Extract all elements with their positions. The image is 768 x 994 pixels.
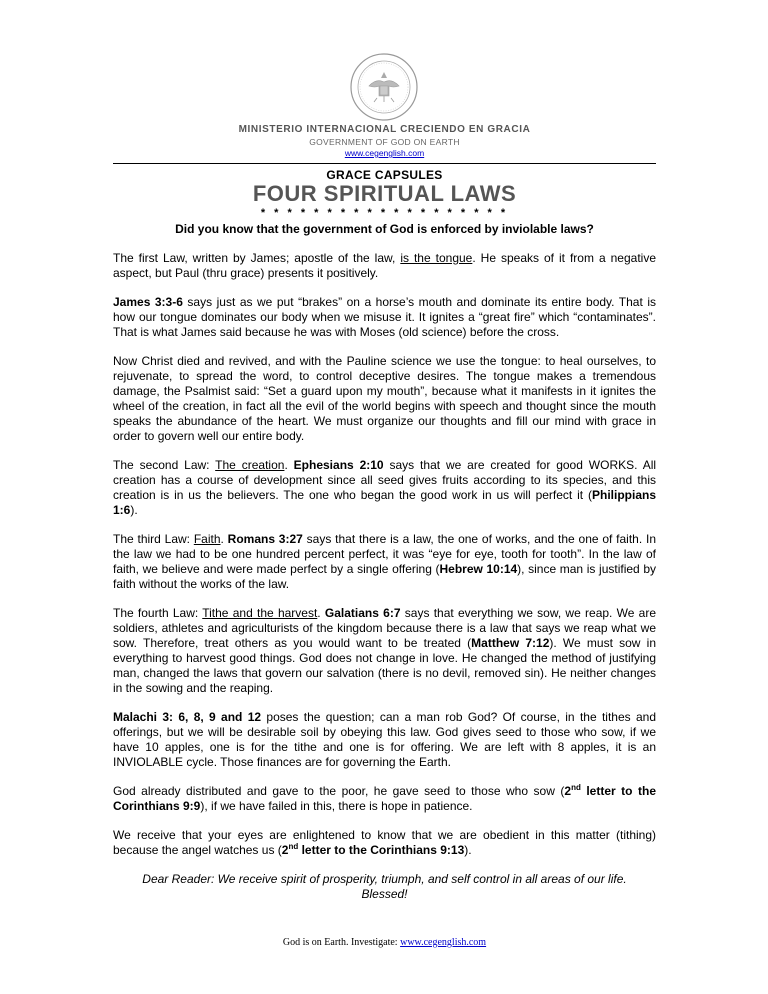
scripture-reference: Hebrew 10:14	[439, 562, 518, 576]
ordinal-suffix: nd	[288, 842, 299, 851]
header-divider	[113, 163, 656, 164]
section-label: GRACE CAPSULES	[326, 168, 443, 182]
text: says just as we put “brakes” on a horse’s mouth and dominate its entire body. That is how our tongue dominates our body when we misuse it. It ignites a “great fire” which “contaminates”. That is what James said because he was with Moses (old science) before the cross.	[113, 295, 656, 339]
website-link[interactable]: www.cegenglish.com	[344, 148, 425, 158]
paragraph-fourth-law	[113, 606, 656, 696]
text: The first Law, written by James; apostle of the law,	[113, 251, 401, 265]
page-title: FOUR SPIRITUAL LAWS	[252, 181, 517, 206]
text: says that we are created for good WORKS. All creation has a course of development since all seed gives fruits according to its species, and this creation is in us the believers. The one who began the good work in us will perfect it (	[113, 458, 657, 502]
reference-text: letter to the Corinthians 9:13	[298, 843, 465, 857]
intro-question: Did you know that the government of God is enforced by inviolable laws?	[175, 222, 594, 236]
footer-text: God is on Earth. Investigate:	[282, 937, 401, 948]
paragraph-distributed	[113, 784, 656, 814]
seal-emblem-icon	[349, 52, 419, 122]
text: ), since man is justified by faith without the works of the law.	[113, 562, 657, 591]
text: .	[220, 532, 228, 546]
scripture-reference: Philippians 1:6	[113, 488, 656, 517]
paragraph-first-law	[113, 251, 656, 281]
scripture-reference	[282, 843, 465, 857]
text: . He speaks of it from a negative aspect, but Paul (thru grace) presents it positively.	[113, 251, 656, 280]
text: Now Christ died and revived, and with the Pauline science we use the tongue: to heal ourselves, to rejuvenate, to spread the word, to control deceptive desires. The tongue makes a tremendous damage, the Psalmist said: “Set a guard upon my mouth”, because what it manifests in it ignites the wheel of the creation, in fact all the evil of the world begins with speech and thought since the mouth speaks the abundance of the heart. We must organize our thoughts and fill our mind with grace in order to govern well our entire body.	[113, 354, 656, 443]
text: We receive that your eyes are enlightened to know that we are obedient in this matter (tithing) because the angel watches us (	[113, 828, 656, 857]
document-body	[113, 251, 656, 902]
text: says that everything we sow, we reap. We are soldiers, athletes and agriculturists of the kingdom because there is a law that says we reap what we sow. Therefore, treat others as you would want to be treated (	[113, 606, 657, 650]
scripture-reference: Romans 3:27	[227, 532, 303, 546]
text: .	[317, 606, 325, 620]
text: The third Law:	[113, 532, 194, 546]
text: The second Law:	[113, 458, 216, 472]
scripture-reference: James 3:3-6	[113, 295, 183, 309]
paragraph-third-law	[113, 532, 656, 592]
reference-number: 2	[281, 843, 289, 857]
underlined-text: Tithe and the harvest	[202, 606, 318, 620]
underlined-text: The creation	[215, 458, 285, 472]
closing-line: Blessed!	[361, 887, 408, 901]
text: ).	[464, 843, 472, 857]
paragraph-james	[113, 295, 656, 340]
scripture-reference: Matthew 7:12	[471, 636, 550, 650]
letterhead	[113, 124, 656, 158]
scripture-reference: Ephesians 2:10	[293, 458, 384, 472]
paragraph-enlightened	[113, 828, 656, 858]
scripture-reference: Galatians 6:7	[324, 606, 401, 620]
text: ). We must sow in everything to harvest good things. God does not change in love. He changed the method of justifying man, changed the laws that govern our salvation (there is no devil, removed sin). He neither changes in the sowing and the reaping.	[113, 636, 656, 695]
footer-link[interactable]: www.cegenglish.com	[400, 937, 487, 948]
text: .	[284, 458, 294, 472]
text: says that there is a law, the one of works, and the one of faith. In the law we had to be one hundred percent perfect, it was “eye for eye, tooth for tooth”. In the law of faith, we believe and were made perfect by a single offering (	[113, 532, 657, 576]
closing-blessing	[113, 872, 656, 902]
reference-text: letter to the Corinthians 9:9	[113, 784, 657, 813]
paragraph-malachi	[113, 710, 656, 770]
paragraph-christ	[113, 354, 656, 444]
text: ), if we have failed in this, there is hope in patience.	[200, 799, 473, 813]
paragraph-second-law	[113, 458, 656, 518]
government-line: GOVERNMENT OF GOD ON EARTH	[309, 137, 460, 147]
ordinal-suffix: nd	[571, 783, 581, 792]
scripture-reference: Malachi 3: 6, 8, 9 and 12	[113, 710, 262, 724]
underlined-text: Faith	[193, 532, 221, 546]
organization-name: MINISTERIO INTERNACIONAL CRECIENDO EN GRACIA	[238, 124, 531, 135]
star-separator: * * * * * * * * * * * * * * * * * * *	[260, 207, 509, 219]
reference-number: 2	[564, 784, 572, 798]
text: The fourth Law:	[113, 606, 203, 620]
page-footer	[113, 937, 656, 948]
text: ).	[130, 503, 138, 517]
underlined-text: is the tongue	[400, 251, 473, 265]
text: poses the question; can a man rob God? Of course, in the tithes and offerings, but we will be desirable soil by obeying this law. God gives seed to those who sow, if we have 10 apples, one is for the tithe and one is for offering. We are left with 8 apples, it is an INVIOLABLE cycle. Those finances are for governing the Earth.	[113, 710, 657, 769]
closing-line: Dear Reader: We receive spirit of prosperity, triumph, and self control in all areas of our life.	[142, 872, 627, 886]
text: God already distributed and gave to the poor, he gave seed to those who sow (	[113, 784, 565, 798]
